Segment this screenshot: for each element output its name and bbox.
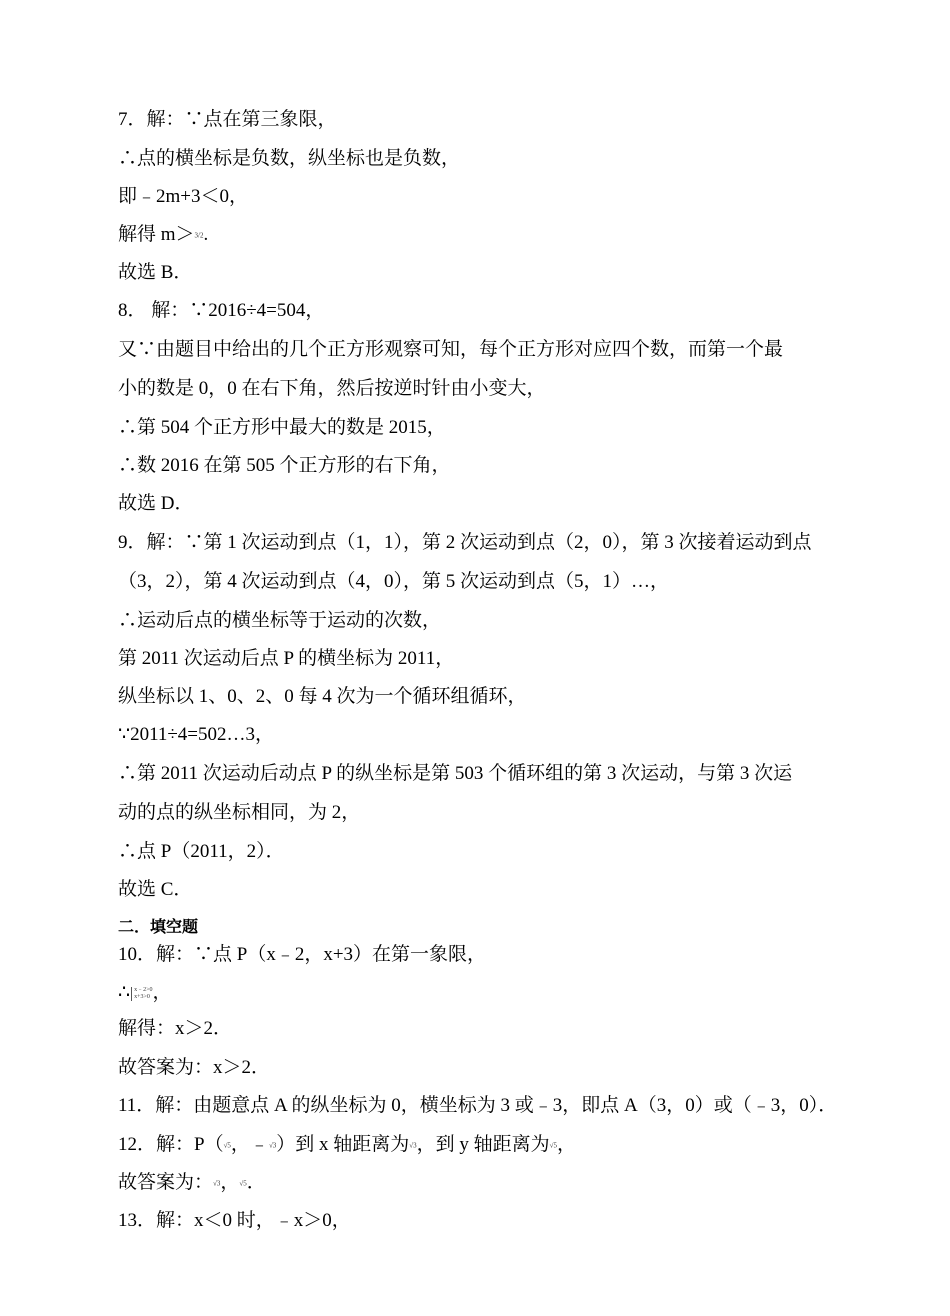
fraction-three-halves: 3/2 bbox=[194, 231, 204, 240]
q12-answer-end: ． bbox=[246, 1172, 266, 1193]
q12-answer-sep: ， bbox=[220, 1172, 240, 1193]
q8-line-3: 小的数是 0，0 在右下角，然后按逆时针由小变大， bbox=[118, 378, 546, 399]
sqrt-5-distance-y: √5 bbox=[549, 1141, 557, 1150]
q8-line-6: 故选 D． bbox=[118, 493, 194, 514]
q9-line-7: ∴第 2011 次运动后动点 P 的纵坐标是第 503 个循环组的第 3 次运动，与第 3 次运 bbox=[118, 763, 793, 784]
q10-line-2 bbox=[118, 982, 172, 1004]
q12-line-1 bbox=[118, 1134, 576, 1157]
q7-line-4-text: 解得 m＞ bbox=[118, 224, 195, 245]
q7-line-5: 故选 B． bbox=[118, 262, 193, 283]
q9-line-2: （3，2），第 4 次运动到点（4，0），第 5 次运动到点（5，1）…， bbox=[118, 571, 670, 592]
answer-sqrt-5: √5 bbox=[239, 1179, 247, 1188]
inequality-system bbox=[131, 987, 152, 1001]
q9-line-9: ∴点 P（2011，2）． bbox=[118, 841, 285, 862]
answer-sqrt-3: √3 bbox=[213, 1179, 221, 1188]
q7-line-1: 7．解：∵点在第三象限， bbox=[118, 109, 337, 130]
q9-line-1: 9．解：∵第 1 次运动到点（1，1），第 2 次运动到点（2，0），第 3 次接着运动到点 bbox=[118, 532, 812, 553]
q9-line-4: 第 2011 次运动后点 P 的横坐标为 2011， bbox=[118, 648, 455, 669]
q7-line-3: 即﹣2m+3＜0， bbox=[118, 186, 248, 207]
inequality-2: x+3>0 bbox=[134, 993, 150, 1000]
q8-line-4: ∴第 504 个正方形中最大的数是 2015， bbox=[118, 417, 446, 438]
sqrt-5: √5 bbox=[223, 1141, 231, 1150]
q9-line-10: 故选 C． bbox=[118, 879, 193, 900]
q10-line-4: 故答案为：x＞2． bbox=[118, 1057, 271, 1078]
q8-line-1: 8． 解：∵2016÷4=504， bbox=[118, 300, 325, 321]
q10-line-1: 10．解：∵点 P（x﹣2，x+3）在第一象限， bbox=[118, 944, 487, 965]
q7-line-4 bbox=[118, 224, 208, 247]
q8-line-2: 又∵由题目中给出的几个正方形观察可知，每个正方形对应四个数，而第一个最 bbox=[118, 339, 784, 360]
q10-line-3: 解得：x＞2． bbox=[118, 1018, 233, 1039]
sqrt-3-distance-x: √3 bbox=[409, 1141, 417, 1150]
q12-text-b: ，﹣ bbox=[230, 1134, 269, 1155]
q12-text-c: ）到 x 轴距离为 bbox=[276, 1134, 410, 1155]
q11-line-1: 11．解：由题意点 A 的纵坐标为 0，横坐标为 3 或﹣3，即点 A（3，0）或（﹣3，0）． bbox=[118, 1095, 838, 1116]
q10-therefore: ∴ bbox=[118, 982, 131, 1003]
q7-line-4-end: . bbox=[203, 224, 209, 245]
q12-text-a: 12．解：P（ bbox=[118, 1134, 224, 1155]
q8-line-5: ∴数 2016 在第 505 个正方形的右下角， bbox=[118, 455, 451, 476]
q9-line-6: ∵2011÷4=502…3， bbox=[118, 724, 275, 745]
section-heading-fill-in: 二．填空题 bbox=[118, 919, 199, 936]
inequality-1: x﹣2>0 bbox=[134, 986, 153, 993]
sqrt-3: √3 bbox=[268, 1141, 277, 1150]
q12-text-e: ， bbox=[557, 1134, 577, 1155]
q9-line-5: 纵坐标以 1、0、2、0 每 4 次为一个循环组循环， bbox=[118, 686, 527, 707]
q7-line-2: ∴点的横坐标是负数，纵坐标也是负数， bbox=[118, 148, 461, 169]
q12-answer-label: 故答案为： bbox=[118, 1172, 214, 1193]
q10-comma: ， bbox=[152, 982, 172, 1003]
q9-line-3: ∴运动后点的横坐标等于运动的次数， bbox=[118, 610, 442, 631]
q12-line-2 bbox=[118, 1172, 266, 1195]
q9-line-8: 动的点的纵坐标相同，为 2， bbox=[118, 802, 361, 823]
q13-line-1: 13．解：x＜0 时，﹣x＞0， bbox=[118, 1210, 351, 1231]
q12-text-d: ，到 y 轴距离为 bbox=[416, 1134, 550, 1155]
